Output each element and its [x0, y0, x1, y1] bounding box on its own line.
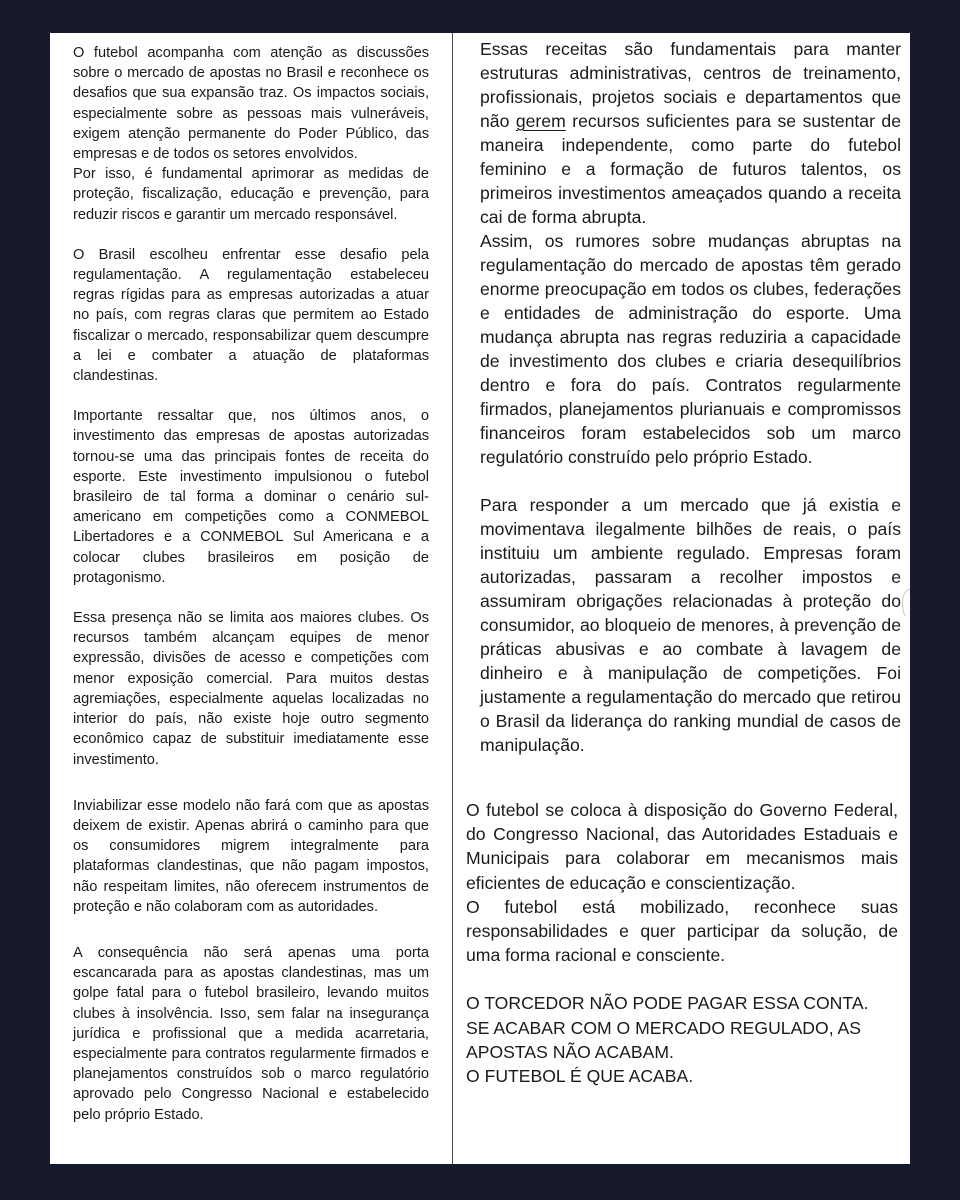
right-paragraph-3: Para responder a um mercado que já existia e movimentava ilegalmente bilhões de reais, o país instituiu um ambiente regulado. Empresas foram autorizadas, passaram a recolher impostos e assumiram obrigações relacionadas à proteção do consumidor, ao bloqueio de menores, à prevenção de práticas abusivas e ao combate à lavagem de dinheiro e à manipulação de competições. Foi justamente a regulamentação do mercado que retirou o Brasil da liderança do ranking mundial de casos de manipulação. [480, 495, 901, 755]
right-paragraph-4: O futebol se coloca à disposição do Governo Federal, do Congresso Nacional, das Autoridades Estaduais e Municipais para colaborar em mecanismos mais eficientes de educação e conscientização. [466, 800, 898, 893]
left-paragraph-7: A consequência não será apenas uma porta escancarada para as apostas clandestinas, mas um golpe fatal para o futebol brasileiro, levando muitos clubes à insolvência. Isso, sem falar na insegurança jurídica e profissional que a medida acarretaria, especialmente para contratos regularmente firmados e planejamentos construídos sob o marco regulatório aprovado pelo Congresso Nacional e estabelecido pelo próprio Estado. [73, 944, 429, 1123]
page-edge-mark [902, 589, 910, 619]
left-paragraph-2: Por isso, é fundamental aprimorar as medidas de proteção, fiscalização, educação e prevenção, para reduzir riscos e garantir um mercado responsável. [73, 166, 429, 223]
left-column [73, 43, 429, 1125]
right-paragraph-5: O futebol está mobilizado, reconhece suas responsabilidades e quer participar da solução, de uma forma racional e consciente. [466, 896, 898, 966]
right-paragraph-1 [480, 37, 901, 229]
right-column-bottom [466, 798, 898, 1088]
right-paragraph-1-text-a: Essas receitas são fundamentais para manter estruturas administrativas, centros de treinamento, profissionais, projetos sociais e departamentos que não [480, 39, 901, 131]
column-divider [452, 33, 453, 1164]
right-paragraph-2: Assim, os rumores sobre mudanças abruptas na regulamentação do mercado de apostas têm gerado enorme preocupação em todos os clubes, federações e entidades de administração do esporte. Uma mudança abrupta nas regras reduziria a capacidade de investimento dos clubes e criaria desequilíbrios dentro e fora do país. Contratos regularmente firmados, planejamentos plurianuais e compromissos financeiros foram estabelecidos sob um marco regulatório construído pelo próprio Estado. [480, 231, 901, 467]
closing-line-3: O FUTEBOL É QUE ACABA. [466, 1066, 694, 1087]
left-paragraph-1: O futebol acompanha com atenção as discussões sobre o mercado de apostas no Brasil e reconhece os desafios que sua expansão traz. Os impactos sociais, especialmente sobre as pessoas mais vulneráveis, exigem atenção permanente do Poder Público, das empresas e de todos os setores envolvidos. [73, 45, 429, 163]
right-paragraph-1-text-b: recursos suficientes para se sustentar de maneira independente, como parte do futebol feminino e a formação de futuros talentos, os primeiros investimentos ameaçados quando a receita cai de forma abrupta. [480, 111, 901, 227]
left-paragraph-6: Inviabilizar esse modelo não fará com que as apostas deixem de existir. Apenas abrirá o caminho para que os consumidores migrem integralmente para plataformas clandestinas, que não pagam impostos, não respeitam limites, não oferecem instrumentos de proteção e não colaboram com as autoridades. [73, 797, 429, 915]
right-column-top [480, 37, 901, 757]
left-paragraph-3: O Brasil escolheu enfrentar esse desafio pela regulamentação. A regulamentação estabeleceu regras rígidas para as empresas autorizadas a atuar no país, com regras claras que permitem ao Estado fiscalizar o mercado, responsabilizar quem descumpre a lei e combater a atuação de plataformas clandestinas. [73, 246, 429, 385]
left-paragraph-4: Importante ressaltar que, nos últimos anos, o investimento das empresas de apostas autorizadas tornou-se uma das principais fontes de receita do esporte. Este investimento impulsionou o futebol brasileiro de tal forma a dominar o cenário sul-americano em competições como a CONMEBOL Libertadores e a CONMEBOL Sul Americana e a colocar clubes brasileiros em posição de protagonismo. [73, 408, 429, 586]
closing-line-1: O TORCEDOR NÃO PODE PAGAR ESSA CONTA. [466, 993, 869, 1014]
document-page [50, 33, 910, 1164]
underlined-word: gerem [515, 111, 566, 131]
left-paragraph-5: Essa presença não se limita aos maiores clubes. Os recursos também alcançam equipes de menor expressão, divisões de acesso e competições com menor exposição comercial. Para muitos destas agremiações, especialmente aquelas localizadas no interior do país, não existe hoje outro segmento econômico capaz de substituir imediatamente esse investimento. [73, 610, 429, 768]
closing-line-2: SE ACABAR COM O MERCADO REGULADO, AS APOSTAS NÃO ACABAM. [466, 1017, 861, 1062]
